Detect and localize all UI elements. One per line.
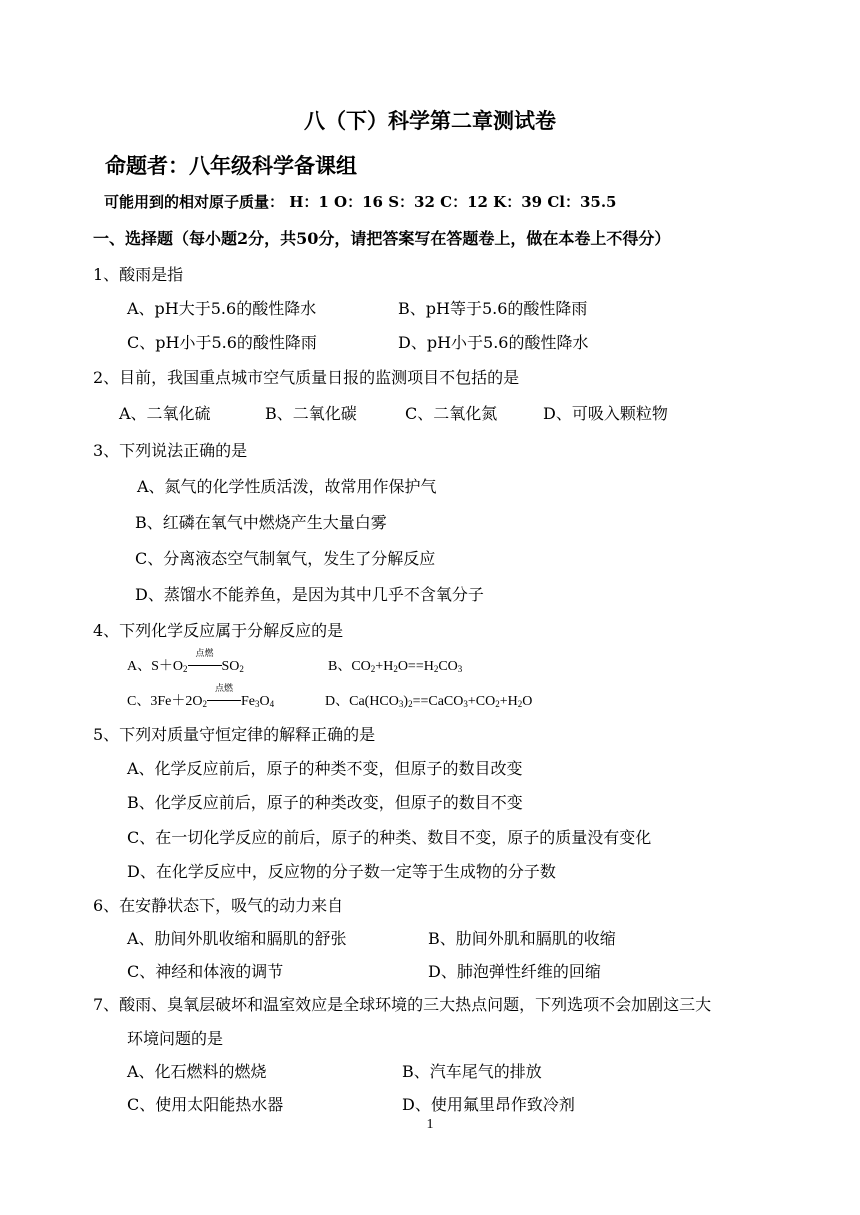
question-stem: 7、酸雨、臭氧层破坏和温室效应是全球环境的三大热点问题，下列选项不会加剧这三大	[93, 995, 712, 1014]
page-number: 1	[426, 1117, 434, 1132]
option-c	[127, 683, 275, 710]
option-a: A、化学反应前后，原子的种类不变，但原子的数目改变	[127, 759, 523, 778]
formula-part: O==H	[397, 659, 434, 674]
option-a: A、pH大于5.6的酸性降水	[127, 299, 317, 318]
option-d: D、可吸入颗粒物	[543, 404, 668, 423]
option-c: C、神经和体液的调节	[127, 962, 284, 981]
subscript: 2	[370, 664, 376, 674]
option-b: B、二氧化碳	[265, 404, 357, 423]
subscript: 2	[408, 699, 413, 709]
subscript: 2	[393, 664, 398, 674]
option-c: C、分离液态空气制氧气，发生了分解反应	[135, 549, 436, 568]
subscript: 3	[398, 699, 404, 709]
equation-reactants: A、S＋O	[127, 659, 184, 674]
option-a	[127, 648, 244, 675]
question-stem-continued: 环境问题的是	[127, 1029, 224, 1048]
subscript: 4	[269, 699, 275, 709]
author-line: 命题者：八年级科学备课组	[105, 153, 357, 178]
option-c: C、pH小于5.6的酸性降雨	[127, 333, 317, 352]
reaction-arrow	[188, 648, 222, 675]
subscript: 2	[183, 664, 188, 674]
option-b: B、化学反应前后，原子的种类改变，但原子的数目不变	[127, 793, 523, 812]
page-title: 八（下）科学第二章测试卷	[304, 108, 556, 133]
subscript: 2	[517, 699, 523, 709]
formula-part: CO	[438, 659, 458, 674]
option-b: B、汽车尾气的排放	[402, 1062, 542, 1081]
formula-part: O	[522, 694, 533, 709]
formula-part: +H	[375, 659, 394, 674]
subscript: 2	[495, 699, 500, 709]
formula-part: D、Ca(HCO	[325, 694, 399, 709]
option-d: D、在化学反应中，反应物的分子数一定等于生成物的分子数	[127, 862, 556, 881]
question-stem: 6、在安静状态下，吸气的动力来自	[93, 896, 344, 915]
reaction-condition: 点燃	[195, 648, 214, 658]
option-a: A、化石燃料的燃烧	[127, 1062, 267, 1081]
option-d: D、pH小于5.6的酸性降水	[398, 333, 589, 352]
option-d: D、使用氟里昂作致冷剂	[402, 1095, 575, 1114]
subscript: 2	[433, 664, 439, 674]
subscript: 2	[202, 699, 207, 709]
formula-part: +H	[499, 694, 518, 709]
question-stem: 4、下列化学反应属于分解反应的是	[93, 621, 344, 640]
subscript: 3	[457, 664, 463, 674]
formula-part: +CO	[467, 694, 496, 709]
formula-part: ==CaCO	[412, 694, 464, 709]
reaction-condition: 点燃	[214, 683, 233, 693]
option-d: D、蒸馏水不能养鱼，是因为其中几乎不含氧分子	[135, 585, 484, 604]
subscript: 3	[254, 699, 260, 709]
formula-part: O	[259, 694, 270, 709]
question-stem: 5、下列对质量守恒定律的解释正确的是	[93, 725, 376, 744]
option-b: B、pH等于5.6的酸性降雨	[398, 299, 588, 318]
question-stem: 3、下列说法正确的是	[93, 441, 248, 460]
option-a: A、二氧化硫	[119, 404, 211, 423]
equation-product: SO	[221, 659, 240, 674]
option-b: B、肋间外肌和膈肌的收缩	[428, 929, 616, 948]
option-a: A、氮气的化学性质活泼，故常用作保护气	[137, 477, 437, 496]
formula-part: B、CO	[328, 659, 371, 674]
option-d: D、肺泡弹性纤维的回缩	[428, 962, 601, 981]
subscript: 3	[463, 699, 468, 709]
option-b: B、红磷在氧气中燃烧产生大量白雾	[135, 513, 387, 532]
reaction-arrow	[207, 683, 241, 710]
subscript: 2	[239, 664, 244, 674]
equation-product: Fe	[240, 694, 255, 709]
section-heading: 一、选择题（每小题2分，共50分，请把答案写在答题卷上，做在本卷上不得分）	[93, 229, 671, 248]
option-a: A、肋间外肌收缩和膈肌的舒张	[127, 929, 347, 948]
question-stem: 1、酸雨是指	[93, 265, 184, 284]
equation-reactants: C、3Fe＋2O	[127, 694, 203, 709]
question-stem: 2、目前，我国重点城市空气质量日报的监测项目不包括的是	[93, 368, 520, 387]
option-d	[325, 690, 532, 710]
atomic-masses-line: 可能用到的相对原子质量： H：1 O：16 S：32 C：12 K：39 Cl：35.5	[104, 193, 617, 211]
option-c: C、二氧化氮	[405, 404, 498, 423]
option-c: C、使用太阳能热水器	[127, 1095, 284, 1114]
formula-part: )	[403, 694, 409, 709]
option-b	[328, 655, 462, 675]
option-c: C、在一切化学反应的前后，原子的种类、数目不变，原子的质量没有变化	[127, 828, 652, 847]
